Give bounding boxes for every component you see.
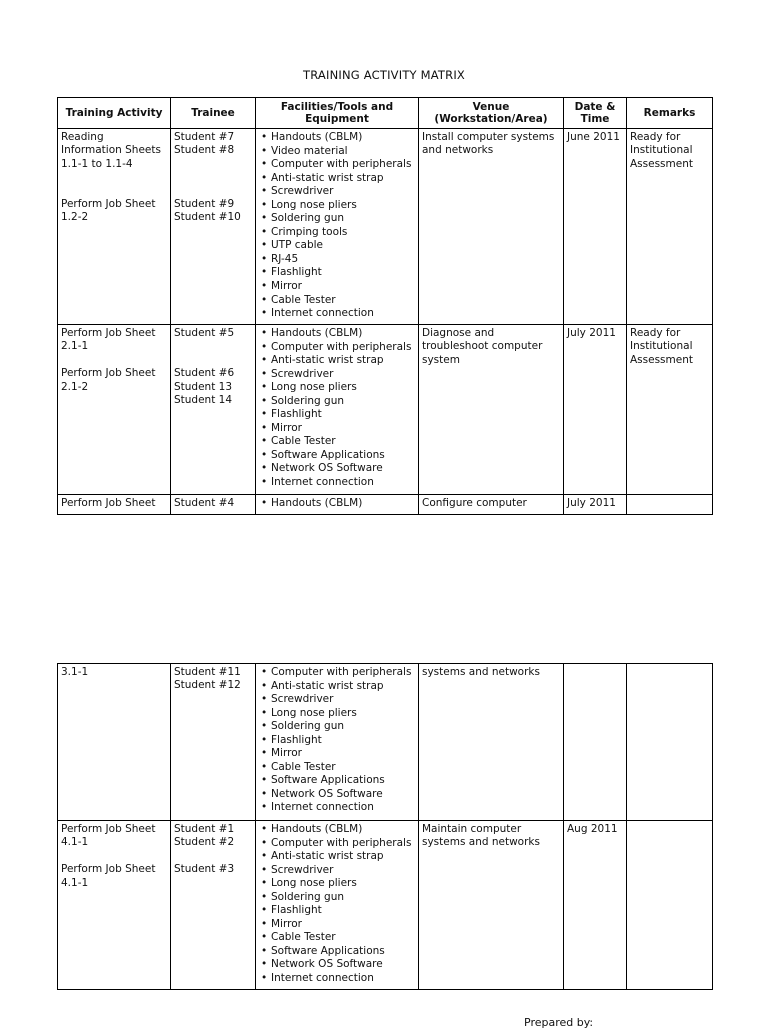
cell-facilities xyxy=(256,821,419,990)
cell-training-activity: Perform Job Sheet 4.1-1 Perform Job Sheet 4.1-1 xyxy=(58,821,171,990)
tools-list xyxy=(259,823,415,986)
list-item: • Long nose pliers xyxy=(259,707,415,721)
list-item: • Flashlight xyxy=(259,734,415,748)
list-item: • Internet connection xyxy=(259,476,415,490)
training-matrix-table xyxy=(57,97,713,515)
list-item: • Internet connection xyxy=(259,972,415,986)
cell-trainee: Student #7 Student #8 Student #9 Student #10 xyxy=(171,129,256,325)
list-item: • Cable Tester xyxy=(259,931,415,945)
list-item: • Cable Tester xyxy=(259,761,415,775)
cell-venue: Configure computer xyxy=(419,495,564,515)
list-item: • RJ-45 xyxy=(259,253,415,267)
list-item: • Software Applications xyxy=(259,774,415,788)
cell-training-activity: Perform Job Sheet xyxy=(58,495,171,515)
cell-date-time: Aug 2011 xyxy=(564,821,627,990)
list-item: • Cable Tester xyxy=(259,294,415,308)
header-remarks: Remarks xyxy=(627,98,713,129)
list-item: • Video material xyxy=(259,145,415,159)
cell-trainee: Student #5 Student #6 Student 13 Student 14 xyxy=(171,325,256,495)
table-row xyxy=(58,495,713,515)
cell-facilities xyxy=(256,129,419,325)
cell-remarks xyxy=(627,664,713,821)
prepared-by-label: Prepared by: xyxy=(524,1016,594,1029)
list-item: • Flashlight xyxy=(259,266,415,280)
list-item: • Soldering gun xyxy=(259,720,415,734)
list-item: • Internet connection xyxy=(259,307,415,321)
header-row xyxy=(58,98,713,129)
list-item: • Handouts (CBLM) xyxy=(259,497,415,511)
list-item: • Handouts (CBLM) xyxy=(259,131,415,145)
list-item: • Long nose pliers xyxy=(259,199,415,213)
list-item: • Software Applications xyxy=(259,449,415,463)
list-item: • Screwdriver xyxy=(259,864,415,878)
list-item: • Anti-static wrist strap xyxy=(259,354,415,368)
cell-date-time: July 2011 xyxy=(564,325,627,495)
cell-venue: Install computer systems and networks xyxy=(419,129,564,325)
cell-venue: systems and networks xyxy=(419,664,564,821)
list-item: • Handouts (CBLM) xyxy=(259,327,415,341)
list-item: • Soldering gun xyxy=(259,891,415,905)
list-item: • Mirror xyxy=(259,280,415,294)
cell-trainee: Student #4 xyxy=(171,495,256,515)
list-item: • Software Applications xyxy=(259,945,415,959)
tools-list xyxy=(259,497,415,511)
document-title: TRAINING ACTIVITY MATRIX xyxy=(302,68,466,82)
cell-venue: Maintain computer systems and networks xyxy=(419,821,564,990)
header-date-time: Date & Time xyxy=(564,98,627,129)
list-item: • Flashlight xyxy=(259,408,415,422)
header-trainee: Trainee xyxy=(171,98,256,129)
cell-trainee: Student #1 Student #2 Student #3 xyxy=(171,821,256,990)
list-item: • Computer with peripherals xyxy=(259,341,415,355)
cell-date-time xyxy=(564,664,627,821)
list-item: • Anti-static wrist strap xyxy=(259,680,415,694)
cell-date-time: June 2011 xyxy=(564,129,627,325)
list-item: • Handouts (CBLM) xyxy=(259,823,415,837)
list-item: • Computer with peripherals xyxy=(259,666,415,680)
list-item: • Screwdriver xyxy=(259,368,415,382)
table-row xyxy=(58,325,713,495)
cell-trainee: Student #11 Student #12 xyxy=(171,664,256,821)
list-item: • Computer with peripherals xyxy=(259,837,415,851)
table-row xyxy=(58,129,713,325)
cell-remarks xyxy=(627,821,713,990)
list-item: • Cable Tester xyxy=(259,435,415,449)
cell-facilities xyxy=(256,325,419,495)
tools-list xyxy=(259,327,415,490)
list-item: • Screwdriver xyxy=(259,693,415,707)
cell-remarks: Ready for Institutional Assessment xyxy=(627,129,713,325)
list-item: • Internet connection xyxy=(259,801,415,815)
list-item: • Mirror xyxy=(259,747,415,761)
cell-remarks: Ready for Institutional Assessment xyxy=(627,325,713,495)
tools-list xyxy=(259,666,415,815)
table-row xyxy=(58,664,713,821)
cell-training-activity: Reading Information Sheets 1.1-1 to 1.1-4 Perform Job Sheet 1.2-2 xyxy=(58,129,171,325)
list-item: • UTP cable xyxy=(259,239,415,253)
cell-facilities xyxy=(256,495,419,515)
cell-venue: Diagnose and troubleshoot computer system xyxy=(419,325,564,495)
list-item: • Mirror xyxy=(259,918,415,932)
cell-training-activity: 3.1-1 xyxy=(58,664,171,821)
cell-facilities xyxy=(256,664,419,821)
cell-date-time: July 2011 xyxy=(564,495,627,515)
cell-remarks xyxy=(627,495,713,515)
list-item: • Mirror xyxy=(259,422,415,436)
table-row xyxy=(58,821,713,990)
list-item: • Soldering gun xyxy=(259,395,415,409)
list-item: • Soldering gun xyxy=(259,212,415,226)
list-item: • Crimping tools xyxy=(259,226,415,240)
header-training-activity: Training Activity xyxy=(58,98,171,129)
list-item: • Long nose pliers xyxy=(259,381,415,395)
list-item: • Anti-static wrist strap xyxy=(259,850,415,864)
list-item: • Computer with peripherals xyxy=(259,158,415,172)
list-item: • Anti-static wrist strap xyxy=(259,172,415,186)
tools-list xyxy=(259,131,415,321)
list-item: • Long nose pliers xyxy=(259,877,415,891)
list-item: • Network OS Software xyxy=(259,958,415,972)
list-item: • Flashlight xyxy=(259,904,415,918)
list-item: • Network OS Software xyxy=(259,462,415,476)
list-item: • Network OS Software xyxy=(259,788,415,802)
header-venue: Venue (Workstation/Area) xyxy=(419,98,564,129)
list-item: • Screwdriver xyxy=(259,185,415,199)
cell-training-activity: Perform Job Sheet 2.1-1 Perform Job Sheet 2.1-2 xyxy=(58,325,171,495)
training-matrix-table-continued xyxy=(57,663,713,990)
header-facilities: Facilities/Tools and Equipment xyxy=(256,98,419,129)
